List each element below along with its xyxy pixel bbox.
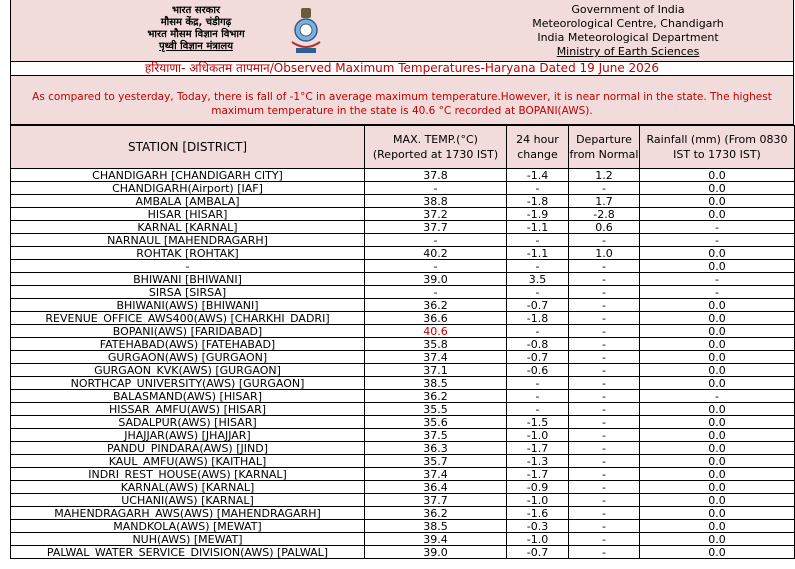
rainfall-cell: 0.0 [640, 494, 795, 507]
max-temp-cell: 36.6 [365, 312, 507, 325]
station-cell: CHANDIGARH(Airport) [IAF] [11, 182, 365, 195]
max-temp-cell: - [365, 286, 507, 299]
change-cell: - [507, 403, 569, 416]
departure-cell: - [569, 182, 640, 195]
change-cell: - [507, 260, 569, 273]
station-cell: UCHANI(AWS) [KARNAL] [11, 494, 365, 507]
departure-cell: - [569, 403, 640, 416]
table-row [11, 390, 795, 403]
rainfall-cell: 0.0 [640, 364, 795, 377]
rainfall-cell: 0.0 [640, 182, 795, 195]
col-header-departure [569, 126, 640, 169]
max-temp-cell: 35.6 [365, 416, 507, 429]
departure-cell: - [569, 442, 640, 455]
change-cell: -1.3 [507, 455, 569, 468]
max-temp-cell: 39.0 [365, 273, 507, 286]
max-temp-cell: 37.4 [365, 351, 507, 364]
departure-cell: - [569, 481, 640, 494]
station-cell: AMBALA [AMBALA] [11, 195, 365, 208]
station-cell: BALASMAND(AWS) [HISAR] [11, 390, 365, 403]
table-row [11, 338, 795, 351]
station-cell: KARNAL(AWS) [KARNAL] [11, 481, 365, 494]
change-cell: -1.4 [507, 169, 569, 182]
table-row [11, 195, 795, 208]
departure-cell: - [569, 429, 640, 442]
table-row [11, 481, 795, 494]
max-temp-cell: - [365, 182, 507, 195]
table-row [11, 208, 795, 221]
report-sheet [10, 0, 794, 559]
table-row [11, 247, 795, 260]
station-cell: REVENUE_OFFICE_AWS400(AWS) [CHARKHI_DADRI] [11, 312, 365, 325]
rainfall-cell: 0.0 [640, 455, 795, 468]
english-header [513, 3, 743, 59]
change-cell: -1.1 [507, 247, 569, 260]
table-row [11, 468, 795, 481]
change-cell: -0.8 [507, 338, 569, 351]
max-temp-cell: 37.4 [365, 468, 507, 481]
departure-cell: - [569, 390, 640, 403]
departure-cell: - [569, 507, 640, 520]
max-temp-cell: 36.3 [365, 442, 507, 455]
max-temp-cell: 39.0 [365, 546, 507, 559]
departure-cell: - [569, 520, 640, 533]
temperature-table [10, 125, 795, 559]
departure-cell: - [569, 299, 640, 312]
table-row [11, 351, 795, 364]
departure-cell: - [569, 533, 640, 546]
max-temp-cell: 37.2 [365, 208, 507, 221]
rainfall-cell: 0.0 [640, 312, 795, 325]
station-cell: PALWAL_WATER_SERVICE_DIVISION(AWS) [PALWAL] [11, 546, 365, 559]
table-body [11, 169, 795, 559]
max-temp-cell: 37.7 [365, 494, 507, 507]
change-cell: - [507, 325, 569, 338]
station-cell: SADALPUR(AWS) [HISAR] [11, 416, 365, 429]
rainfall-cell: 0.0 [640, 533, 795, 546]
departure-cell: 1.0 [569, 247, 640, 260]
departure-cell: -2.8 [569, 208, 640, 221]
table-row [11, 455, 795, 468]
max-temp-cell: 36.2 [365, 390, 507, 403]
table-row [11, 234, 795, 247]
station-cell: MAHENDRAGARH_AWS(AWS) [MAHENDRAGARH] [11, 507, 365, 520]
max-temp-cell: 40.6 [365, 325, 507, 338]
rainfall-cell: 0.0 [640, 481, 795, 494]
col-header-line: change [517, 148, 558, 161]
max-temp-cell: - [365, 234, 507, 247]
max-temp-cell: 37.5 [365, 429, 507, 442]
hindi-line: पृथ्वी विज्ञान मंत्रालय [158, 41, 234, 52]
station-cell: NORTHCAP_UNIVERSITY(AWS) [GURGAON] [11, 377, 365, 390]
table-row [11, 416, 795, 429]
rainfall-cell: - [640, 273, 795, 286]
station-cell: HISSAR_AMFU(AWS) [HISAR] [11, 403, 365, 416]
rainfall-cell: 0.0 [640, 247, 795, 260]
station-cell: KARNAL [KARNAL] [11, 221, 365, 234]
max-temp-cell: 39.4 [365, 533, 507, 546]
table-header-row [11, 126, 795, 169]
change-cell: -1.0 [507, 429, 569, 442]
departure-cell: 0.6 [569, 221, 640, 234]
rainfall-cell: 0.0 [640, 520, 795, 533]
change-cell: -0.9 [507, 481, 569, 494]
col-header-line: MAX. TEMP.(°C) [393, 133, 478, 146]
change-cell: -1.0 [507, 494, 569, 507]
table-row [11, 221, 795, 234]
change-cell: -0.3 [507, 520, 569, 533]
col-header-change [507, 126, 569, 169]
max-temp-cell: 37.1 [365, 364, 507, 377]
rainfall-cell: - [640, 286, 795, 299]
change-cell: -1.7 [507, 442, 569, 455]
departure-cell: - [569, 325, 640, 338]
max-temp-cell: 38.5 [365, 520, 507, 533]
change-cell: -0.6 [507, 364, 569, 377]
table-row [11, 312, 795, 325]
table-row [11, 325, 795, 338]
station-cell: BHIWANI(AWS) [BHIWANI] [11, 299, 365, 312]
change-cell: -1.5 [507, 416, 569, 429]
departure-cell: - [569, 416, 640, 429]
change-cell: - [507, 182, 569, 195]
max-temp-cell: 36.4 [365, 481, 507, 494]
max-temp-cell: 38.8 [365, 195, 507, 208]
rainfall-cell: - [640, 390, 795, 403]
departure-cell: - [569, 468, 640, 481]
change-cell: -1.8 [507, 195, 569, 208]
station-cell: INDRI_REST_HOUSE(AWS) [KARNAL] [11, 468, 365, 481]
rainfall-cell: 0.0 [640, 468, 795, 481]
table-row [11, 403, 795, 416]
change-cell: -1.6 [507, 507, 569, 520]
change-cell: -1.9 [507, 208, 569, 221]
station-cell: BOPANI(AWS) [FARIDABAD] [11, 325, 365, 338]
rainfall-cell: 0.0 [640, 507, 795, 520]
change-cell: - [507, 286, 569, 299]
org-line: India Meteorological Department [537, 31, 719, 44]
table-row [11, 364, 795, 377]
table-row [11, 507, 795, 520]
station-cell: JHAJJAR(AWS) [JHAJJAR] [11, 429, 365, 442]
max-temp-cell: 37.8 [365, 169, 507, 182]
departure-cell: - [569, 351, 640, 364]
rainfall-cell: - [640, 221, 795, 234]
table-row [11, 169, 795, 182]
station-cell: SIRSA [SIRSA] [11, 286, 365, 299]
departure-cell: - [569, 312, 640, 325]
departure-cell: - [569, 260, 640, 273]
departure-cell: - [569, 234, 640, 247]
summary-text: As compared to yesterday, Today, there is fall of -1°C in average maximum temperature.However, it is near normal in the state. The highest maximum temperature in the state is 40.6 °C recorded at BOPANI(AWS). [10, 76, 794, 125]
max-temp-cell: - [365, 260, 507, 273]
org-line: Ministry of Earth Sciences [556, 45, 700, 58]
change-cell: -1.0 [507, 533, 569, 546]
change-cell: - [507, 377, 569, 390]
station-cell: GURGAON(AWS) [GURGAON] [11, 351, 365, 364]
station-cell: FATEHABAD(AWS) [FATEHABAD] [11, 338, 365, 351]
change-cell: -0.7 [507, 351, 569, 364]
col-header-line: Rainfall (mm) (From 0830 [646, 133, 788, 146]
station-cell: GURGAON_KVK(AWS) [GURGAON] [11, 364, 365, 377]
table-row [11, 442, 795, 455]
col-header-rainfall [640, 126, 795, 169]
report-header [10, 0, 794, 62]
table-row [11, 520, 795, 533]
station-cell: PANDU_PINDARA(AWS) [JIND] [11, 442, 365, 455]
max-temp-cell: 36.2 [365, 507, 507, 520]
hindi-line: भारत मौसम विज्ञान विभाग [147, 29, 245, 40]
col-header-line: 24 hour [516, 133, 559, 146]
rainfall-cell: 0.0 [640, 546, 795, 559]
station-cell: KAUL_AMFU(AWS) [KAITHAL] [11, 455, 365, 468]
max-temp-cell: 36.2 [365, 299, 507, 312]
rainfall-cell: - [640, 234, 795, 247]
rainfall-cell: 0.0 [640, 325, 795, 338]
table-row [11, 494, 795, 507]
max-temp-cell: 35.7 [365, 455, 507, 468]
rainfall-cell: 0.0 [640, 260, 795, 273]
station-cell: BHIWANI [BHIWANI] [11, 273, 365, 286]
col-header-station: STATION [DISTRICT] [11, 126, 365, 169]
table-row [11, 260, 795, 273]
hindi-line: मौसम केंद्र, चंडीगढ़ [160, 17, 232, 28]
rainfall-cell: 0.0 [640, 208, 795, 221]
max-temp-cell: 40.2 [365, 247, 507, 260]
departure-cell: - [569, 286, 640, 299]
departure-cell: - [569, 455, 640, 468]
change-cell: -0.7 [507, 546, 569, 559]
change-cell: -0.7 [507, 299, 569, 312]
change-cell: - [507, 390, 569, 403]
max-temp-cell: 35.5 [365, 403, 507, 416]
station-cell: CHANDIGARH [CHANDIGARH CITY] [11, 169, 365, 182]
rainfall-cell: 0.0 [640, 169, 795, 182]
rainfall-cell: 0.0 [640, 377, 795, 390]
imd-emblem-icon [286, 6, 326, 56]
rainfall-cell: 0.0 [640, 442, 795, 455]
station-cell: ROHTAK [ROHTAK] [11, 247, 365, 260]
rainfall-cell: 0.0 [640, 403, 795, 416]
change-cell: 3.5 [507, 273, 569, 286]
station-cell: NUH(AWS) [MEWAT] [11, 533, 365, 546]
station-cell: HISAR [HISAR] [11, 208, 365, 221]
table-row [11, 429, 795, 442]
change-cell: - [507, 234, 569, 247]
departure-cell: - [569, 338, 640, 351]
table-row [11, 377, 795, 390]
station-cell: NARNAUL [MAHENDRAGARH] [11, 234, 365, 247]
departure-cell: 1.7 [569, 195, 640, 208]
hindi-line: भारत सरकार [171, 5, 221, 16]
change-cell: -1.8 [507, 312, 569, 325]
hindi-header [111, 5, 281, 53]
col-header-line: (Reported at 1730 IST) [372, 148, 499, 161]
table-row [11, 286, 795, 299]
rainfall-cell: 0.0 [640, 351, 795, 364]
table-row [11, 273, 795, 286]
report-title: हरियाणा- अधिकतम तापमान/Observed Maximum Temperatures-Haryana Dated 19 June 2026 [10, 62, 794, 76]
rainfall-cell: 0.0 [640, 299, 795, 312]
col-header-line: from Normal [569, 148, 639, 161]
max-temp-cell: 37.7 [365, 221, 507, 234]
max-temp-cell: 38.5 [365, 377, 507, 390]
org-line: Meteorological Centre, Chandigarh [532, 17, 724, 30]
table-row [11, 182, 795, 195]
max-temp-cell: 35.8 [365, 338, 507, 351]
departure-cell: - [569, 494, 640, 507]
table-row [11, 299, 795, 312]
departure-cell: - [569, 546, 640, 559]
col-header-line: Departure [576, 133, 632, 146]
col-header-max-temp [365, 126, 507, 169]
org-line: Government of India [571, 3, 685, 16]
change-cell: -1.7 [507, 468, 569, 481]
station-cell: MANDKOLA(AWS) [MEWAT] [11, 520, 365, 533]
rainfall-cell: 0.0 [640, 416, 795, 429]
rainfall-cell: 0.0 [640, 429, 795, 442]
departure-cell: - [569, 364, 640, 377]
departure-cell: - [569, 377, 640, 390]
rainfall-cell: 0.0 [640, 195, 795, 208]
rainfall-cell: 0.0 [640, 338, 795, 351]
station-cell: - [11, 260, 365, 273]
table-row [11, 533, 795, 546]
departure-cell: 1.2 [569, 169, 640, 182]
change-cell: -1.1 [507, 221, 569, 234]
table-row [11, 546, 795, 559]
departure-cell: - [569, 273, 640, 286]
col-header-line: IST to 1730 IST) [673, 148, 761, 161]
